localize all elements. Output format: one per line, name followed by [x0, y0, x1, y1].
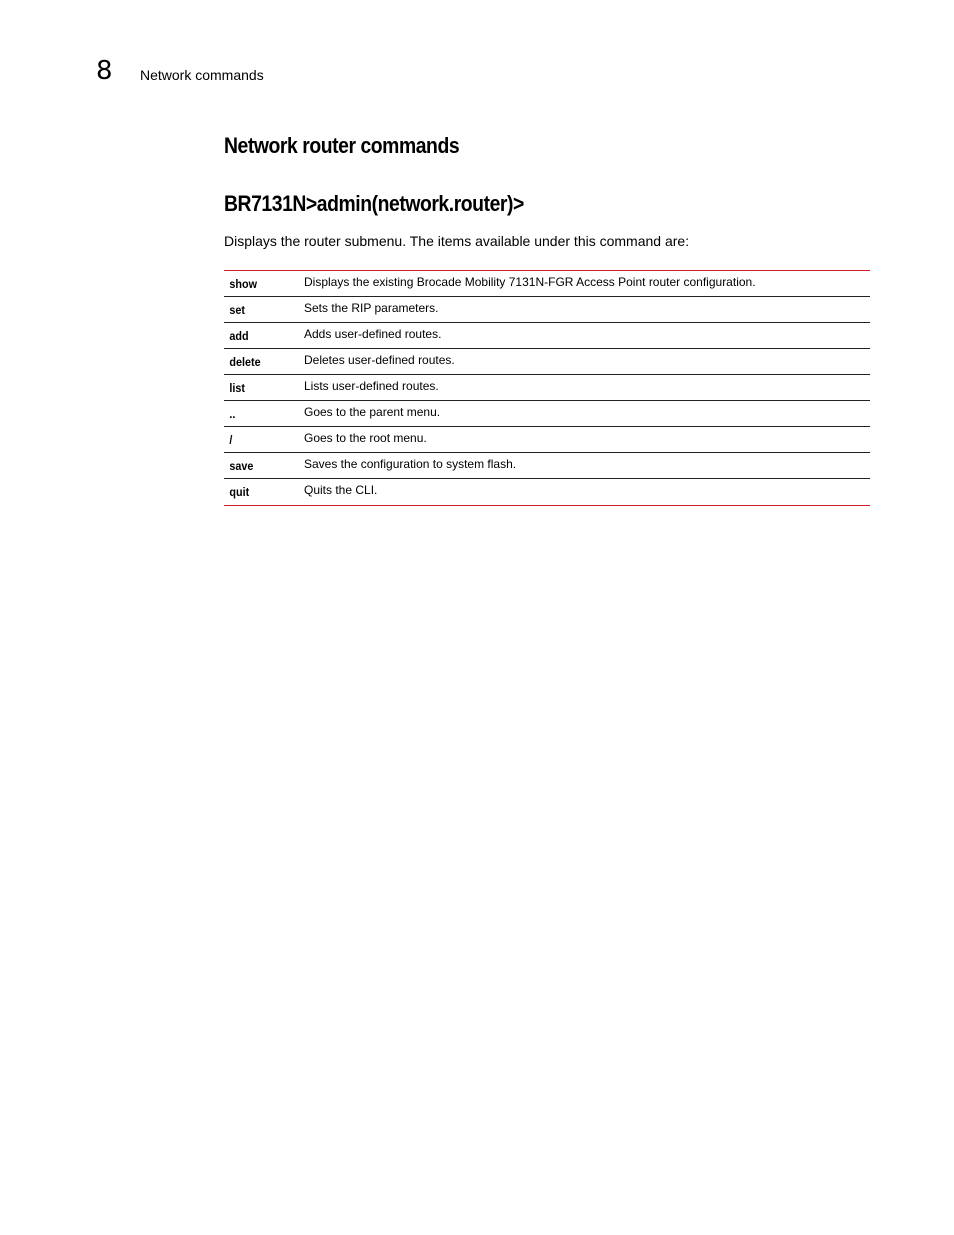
command-table [224, 270, 870, 506]
intro-text: Displays the router submenu. The items available under this command are: [224, 233, 690, 249]
table-row [224, 375, 870, 401]
command-description: Displays the existing Brocade Mobility 7131N-FGR Access Point router configuration. [304, 275, 756, 289]
command-name: .. [229, 407, 236, 421]
command-description: Goes to the root menu. [304, 431, 427, 445]
command-description: Quits the CLI. [304, 483, 378, 497]
command-name: save [229, 459, 254, 473]
command-description: Sets the RIP parameters. [304, 301, 439, 315]
section-heading: Network router commands [224, 133, 460, 158]
command-description: Saves the configuration to system flash. [304, 457, 517, 471]
table-row [224, 427, 870, 453]
command-description: Goes to the parent menu. [304, 405, 441, 419]
table-row [224, 349, 870, 375]
table-row [224, 401, 870, 427]
table-row [224, 479, 870, 505]
chapter-number: 8 [96, 56, 113, 86]
command-name: list [229, 381, 246, 395]
command-heading: BR7131N>admin(network.router)> [224, 191, 524, 216]
table-row [224, 453, 870, 479]
command-name: delete [229, 355, 261, 369]
table-row [224, 323, 870, 349]
table-row [224, 271, 870, 297]
chapter-title: Network commands [140, 67, 264, 83]
command-description: Deletes user-defined routes. [304, 353, 455, 367]
command-description: Adds user-defined routes. [304, 327, 442, 341]
table-row [224, 297, 870, 323]
command-description: Lists user-defined routes. [304, 379, 439, 393]
command-name: set [229, 303, 246, 317]
command-name: show [229, 277, 258, 291]
command-name: add [229, 329, 249, 343]
command-name: quit [229, 485, 250, 499]
command-name: / [229, 433, 233, 447]
